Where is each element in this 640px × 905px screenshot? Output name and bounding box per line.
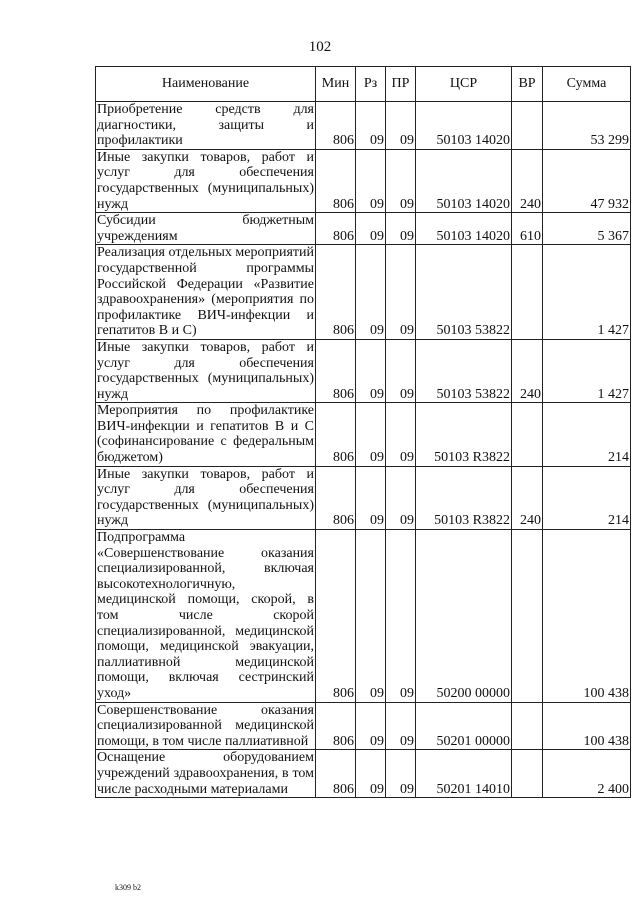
row-sum: 1 427 [543,339,631,402]
row-pr: 09 [386,702,416,750]
row-sum: 5 367 [543,213,631,245]
row-rz: 09 [356,750,386,798]
row-rz: 09 [356,149,386,212]
row-name: Совершенствование оказания специализированной медицинской помощи, в том числе паллиативной [97,702,314,749]
row-name: Субсидии бюджетным учреждениям [97,213,314,244]
row-sum: 214 [543,403,631,466]
row-min: 806 [316,213,356,245]
row-csr: 50103 53822 [416,245,512,340]
row-pr: 09 [386,245,416,340]
row-pr: 09 [386,102,416,150]
row-vr: 240 [512,339,543,402]
row-name: Подпрограмма «Совершенствование оказания специализированной, включая высокотехнологичную, медицинской помощи, скорой, в том числе скорой специализированной, медицинской помощи, медицинской эвакуации, паллиативной медицинской помощи, включая сестринский уход» [97,530,314,701]
row-min: 806 [316,245,356,340]
table-row [96,213,631,245]
header-rz: Рз [356,67,386,102]
row-sum: 100 438 [543,530,631,703]
table-row [96,403,631,466]
header-vr: ВР [512,67,543,102]
row-rz: 09 [356,530,386,703]
row-rz: 09 [356,466,386,529]
table-row [96,466,631,529]
row-name: Иные закупки товаров, работ и услуг для обеспечения государственных (муниципальных) нужд [97,466,314,529]
row-rz: 09 [356,102,386,150]
row-csr: 50201 14010 [416,750,512,798]
row-vr [512,403,543,466]
header-pr: ПР [386,67,416,102]
row-min: 806 [316,750,356,798]
table-row [96,530,631,703]
row-sum: 1 427 [543,245,631,340]
row-min: 806 [316,339,356,402]
header-name: Наименование [96,67,316,102]
header-csr: ЦСР [416,67,512,102]
row-pr: 09 [386,213,416,245]
table-row [96,245,631,340]
row-vr: 610 [512,213,543,245]
row-name: Реализация отдельных мероприятий государственной программы Российской Федерации «Развитие здравоохранения» (мероприятия по профилактике ВИЧ-инфекции и гепатитов В и С) [97,245,314,339]
row-vr [512,702,543,750]
row-sum: 214 [543,466,631,529]
row-name: Приобретение средств для диагностики, защиты и профилактики [97,102,314,149]
row-sum: 53 299 [543,102,631,150]
row-csr: 50200 00000 [416,530,512,703]
row-vr: 240 [512,466,543,529]
row-csr: 50103 14020 [416,213,512,245]
row-sum: 100 438 [543,702,631,750]
row-csr: 50201 00000 [416,702,512,750]
header-min: Мин [316,67,356,102]
row-csr: 50103 14020 [416,102,512,150]
row-sum: 2 400 [543,750,631,798]
table-row [96,102,631,150]
table-row [96,702,631,750]
row-min: 806 [316,102,356,150]
row-vr [512,750,543,798]
row-name: Иные закупки товаров, работ и услуг для обеспечения государственных (муниципальных) нужд [97,339,314,402]
table-header-row [96,67,631,102]
row-rz: 09 [356,702,386,750]
row-min: 806 [316,530,356,703]
row-rz: 09 [356,339,386,402]
row-pr: 09 [386,149,416,212]
row-rz: 09 [356,403,386,466]
row-csr: 50103 R3822 [416,403,512,466]
row-min: 806 [316,466,356,529]
row-csr: 50103 R3822 [416,466,512,529]
page-number: 102 [308,39,332,55]
row-pr: 09 [386,750,416,798]
footer-code: k309 b2 [115,883,141,892]
budget-table [95,66,631,798]
table-row [96,149,631,212]
row-pr: 09 [386,403,416,466]
row-vr [512,245,543,340]
row-rz: 09 [356,213,386,245]
row-min: 806 [316,149,356,212]
row-pr: 09 [386,339,416,402]
row-min: 806 [316,403,356,466]
row-pr: 09 [386,466,416,529]
row-vr [512,102,543,150]
row-vr: 240 [512,149,543,212]
row-min: 806 [316,702,356,750]
row-csr: 50103 14020 [416,149,512,212]
header-sum: Сумма [543,67,631,102]
row-name: Мероприятия по профилактике ВИЧ-инфекции и гепатитов В и С (софинансирование с федеральным бюджетом) [97,403,314,466]
row-name: Оснащение оборудованием учреждений здравоохранения, в том числе расходными материалами [97,750,314,797]
row-vr [512,530,543,703]
table-row [96,750,631,798]
row-pr: 09 [386,530,416,703]
table-row [96,339,631,402]
row-csr: 50103 53822 [416,339,512,402]
row-rz: 09 [356,245,386,340]
row-sum: 47 932 [543,149,631,212]
row-name: Иные закупки товаров, работ и услуг для обеспечения государственных (муниципальных) нужд [97,149,314,212]
